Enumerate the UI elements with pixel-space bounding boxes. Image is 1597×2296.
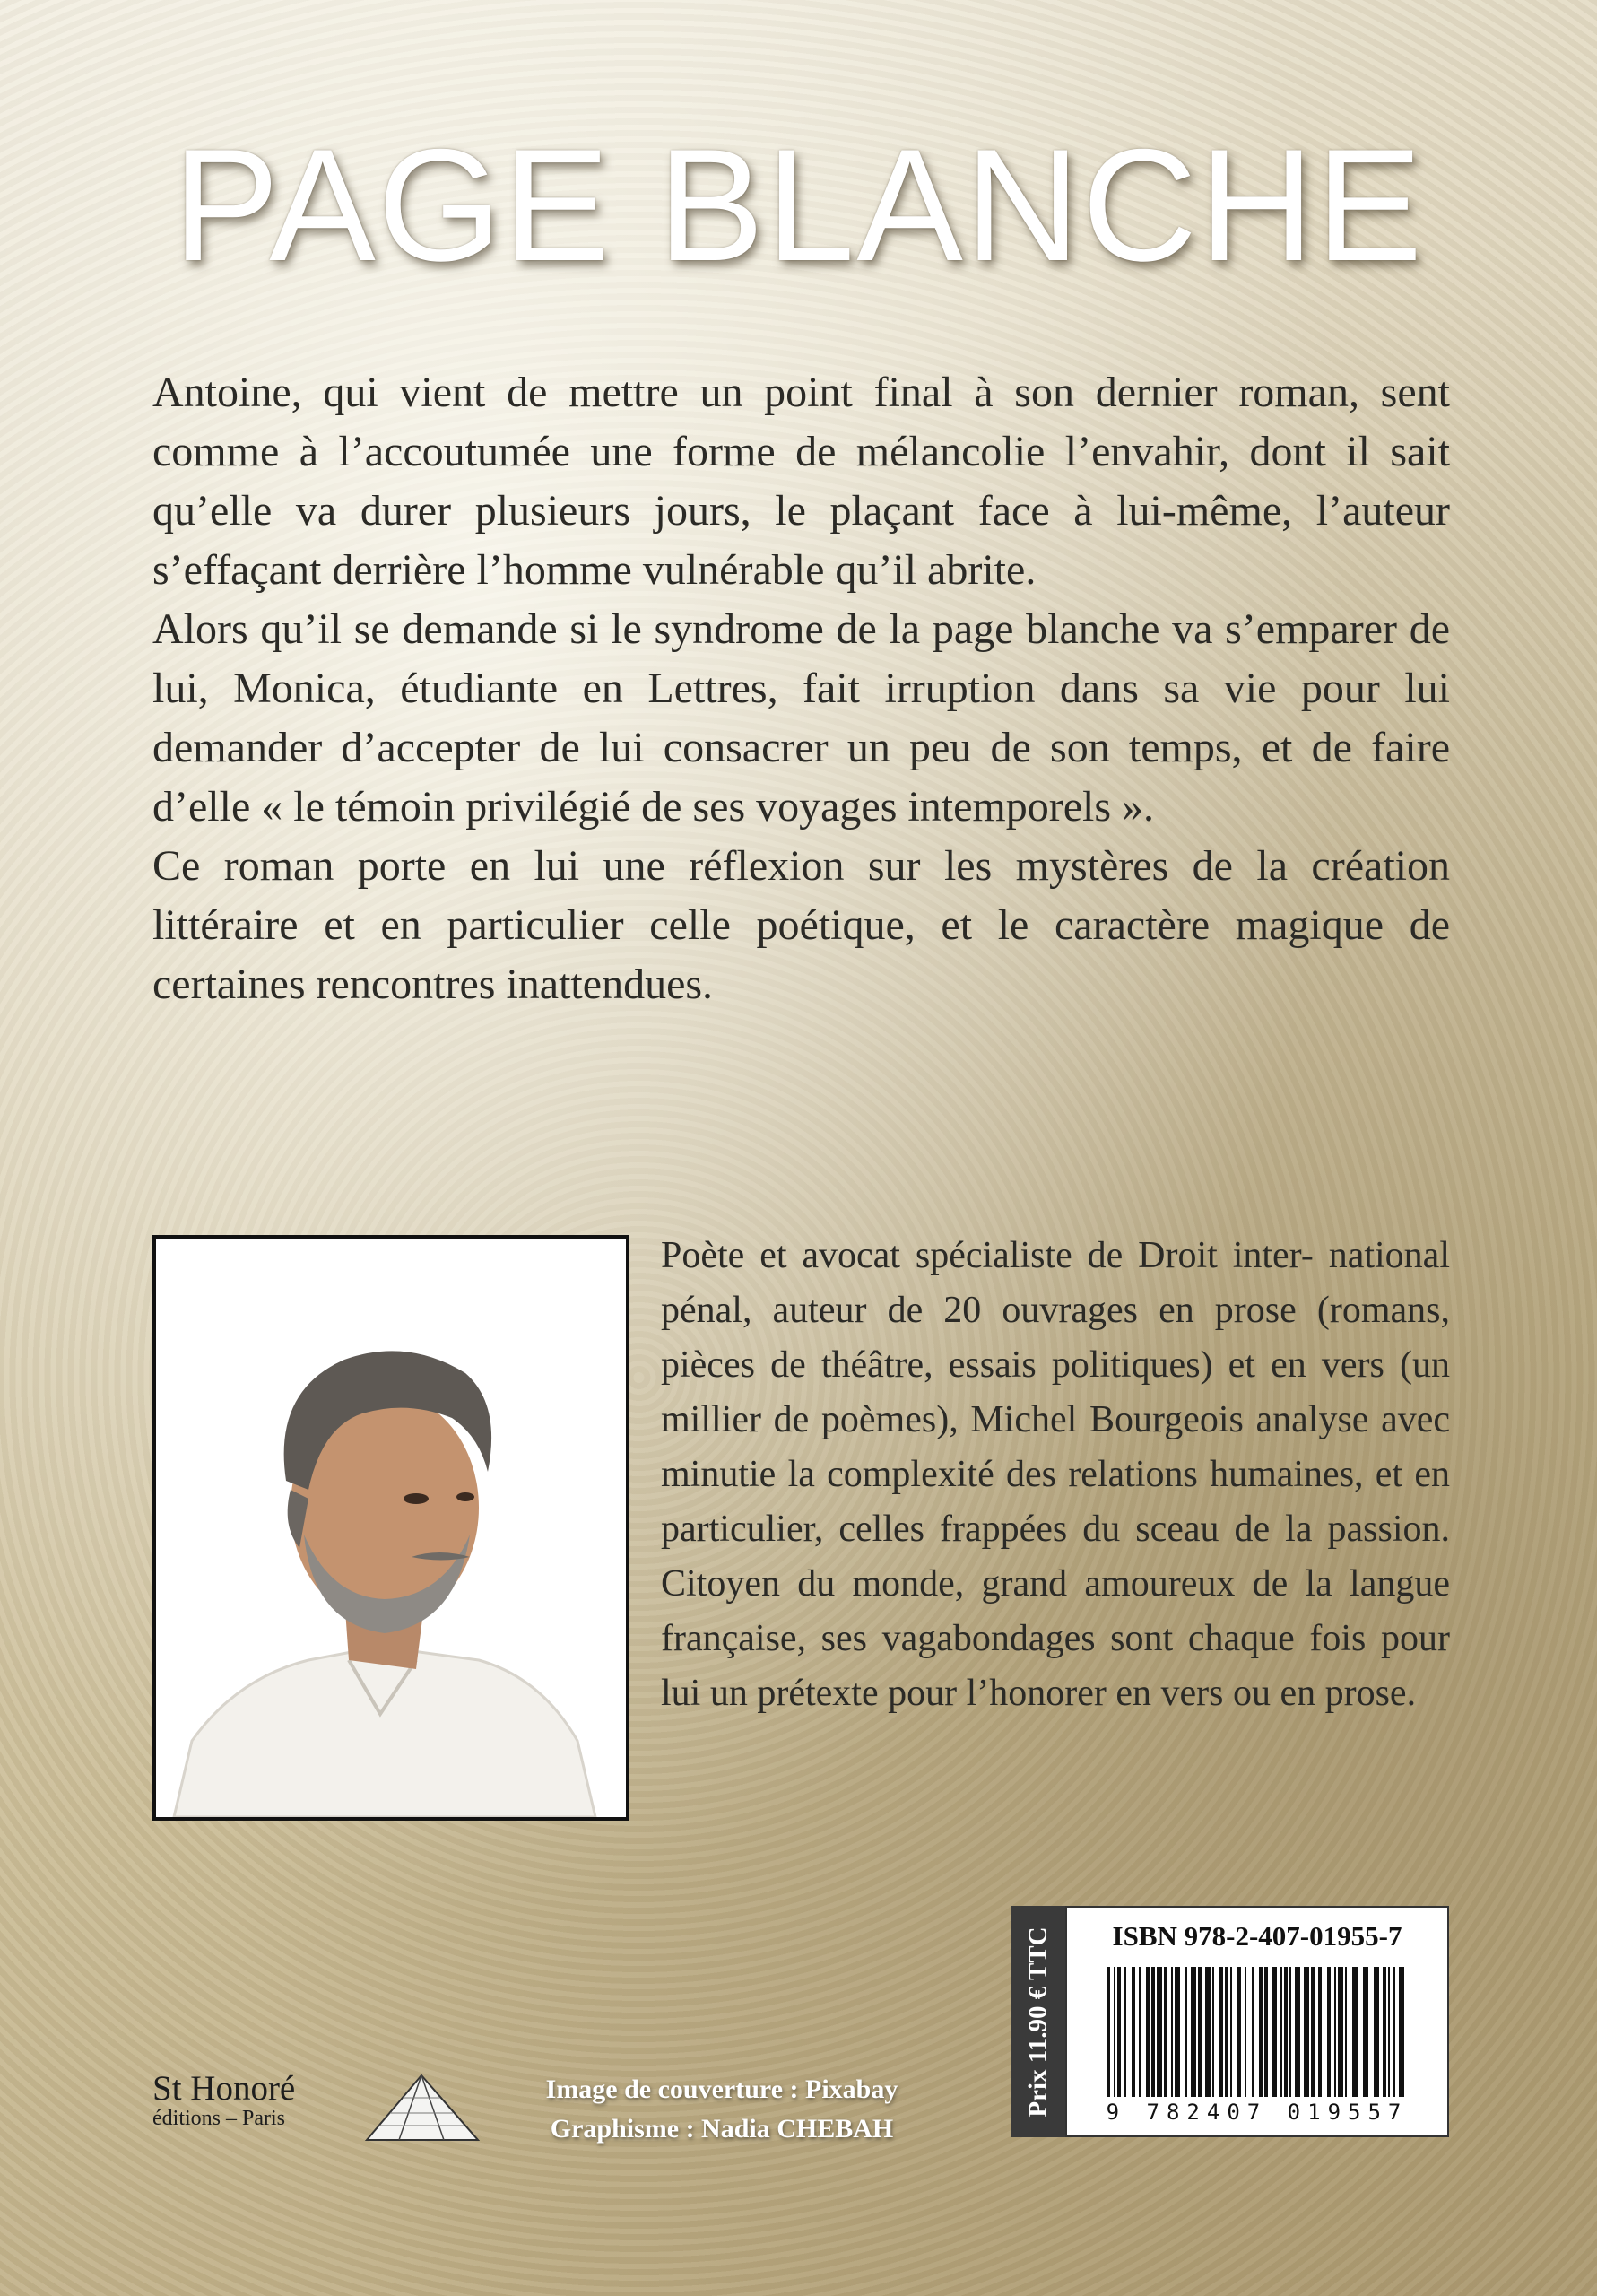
barcode-bar [1272,1967,1277,2097]
barcode-bar [1164,1967,1167,2097]
barcode-icon [1103,1967,1415,2097]
barcode-bar [1132,1967,1135,2097]
barcode-bar [1252,1967,1254,2097]
barcode-bar [1107,1967,1110,2097]
barcode-bar [1157,1967,1162,2097]
barcode-bar [1295,1967,1300,2097]
barcode-bar [1205,1967,1211,2097]
barcode-bar [1259,1967,1263,2097]
barcode-digits: 9 782407 019557 [1106,2100,1409,2125]
pyramid-icon [363,2068,480,2149]
barcode-bar [1284,1967,1288,2097]
barcode-bar [1304,1967,1309,2097]
barcode-bar [1114,1967,1115,2097]
barcode-bar [1289,1967,1291,2097]
barcode-bar [1338,1967,1343,2097]
barcode-bar [1171,1967,1173,2097]
barcode-bar [1334,1967,1336,2097]
barcode-bar [1280,1967,1282,2097]
barcode-bar [1139,1967,1141,2097]
barcode-bar [1374,1967,1379,2097]
barcode-bar [1237,1967,1241,2097]
barcode-bar [1318,1967,1322,2097]
barcode-bar [1151,1967,1155,2097]
barcode-bar [1352,1967,1358,2097]
author-photo [152,1235,629,1821]
barcode-bar [1245,1967,1246,2097]
isbn-label: ISBN 978-2-407-01955-7 [1112,1920,1402,1952]
cover-image-credit: Image de couverture : Pixabay [545,2074,898,2104]
barcode-bar [1388,1967,1390,2097]
graphics-credit: Graphisme : Nadia CHEBAH [550,2114,894,2144]
book-title: PAGE BLANCHE [172,116,1425,294]
author-portrait-icon [156,1239,626,1817]
publisher-logo [152,2068,448,2158]
author-bio: Poète et avocat spécialiste de Droit inter- national pénal, auteur de 20 ouvrages en prose (romans, pièces de théâtre, essais politiques) et en vers (un millier de poèmes), Michel Bourgeois analyse avec minutie la complexité des relations humaines, et en particulier, celles frappées du sceau de la passion. Citoyen du monde, grand amoureux de la langue française, ses vagabondages sont chaque fois pour lui un prétexte pour l’honorer en vers ou en prose. [661,1235,1450,1714]
synopsis-paragraph: Alors qu’il se demande si le syndrome de la page blanche va s’emparer de lui, Monica, étudiante en Lettres, fait irruption dans sa vie pour lui demander d’accepter de lui consacrer un peu de son temps, et de faire d’elle « le témoin privilégié de ses voyages intemporels ». [152,605,1450,831]
publisher-name: St Honoré [152,2069,296,2108]
barcode-bar [1399,1967,1404,2097]
barcode-bar [1393,1967,1395,2097]
barcode-bar [1225,1967,1228,2097]
barcode-bar [1345,1967,1347,2097]
synopsis [152,363,1450,1014]
isbn-box [1065,1906,1449,2137]
barcode-bar [1175,1967,1180,2097]
barcode-bar [1117,1967,1121,2097]
barcode-bar [1185,1967,1187,2097]
synopsis-paragraph: Ce roman porte en lui une réflexion sur les mystères de la création littéraire et en particulier celle poétique, et le caractère magique de certaines rencontres inattendues. [152,842,1450,1008]
barcode-bar [1198,1967,1202,2097]
barcode-bar [1311,1967,1315,2097]
price-label: Prix 11.90 € TTC [1023,1926,1053,2118]
barcode-bar [1219,1967,1223,2097]
price-strip [1011,1906,1065,2137]
credits [489,2070,955,2149]
barcode-bar [1264,1967,1268,2097]
barcode-bar [1230,1967,1232,2097]
barcode-bar [1383,1967,1386,2097]
barcode-bar [1124,1967,1126,2097]
barcode-bar [1146,1967,1150,2097]
barcode-bar [1191,1967,1196,2097]
barcode-bar [1327,1967,1331,2097]
publisher-subtitle: éditions – Paris [152,2107,285,2130]
synopsis-paragraph: Antoine, qui vient de mettre un point final à son dernier roman, sent comme à l’accoutumée une forme de mélancolie l’envahir, dont il sait qu’elle va durer plusieurs jours, le plaçant face à lui-même, l’auteur s’effaçant derrière l’homme vulnérable qu’il abrite. [152,369,1450,594]
barcode-bar [1212,1967,1214,2097]
barcode-bar [1363,1967,1368,2097]
